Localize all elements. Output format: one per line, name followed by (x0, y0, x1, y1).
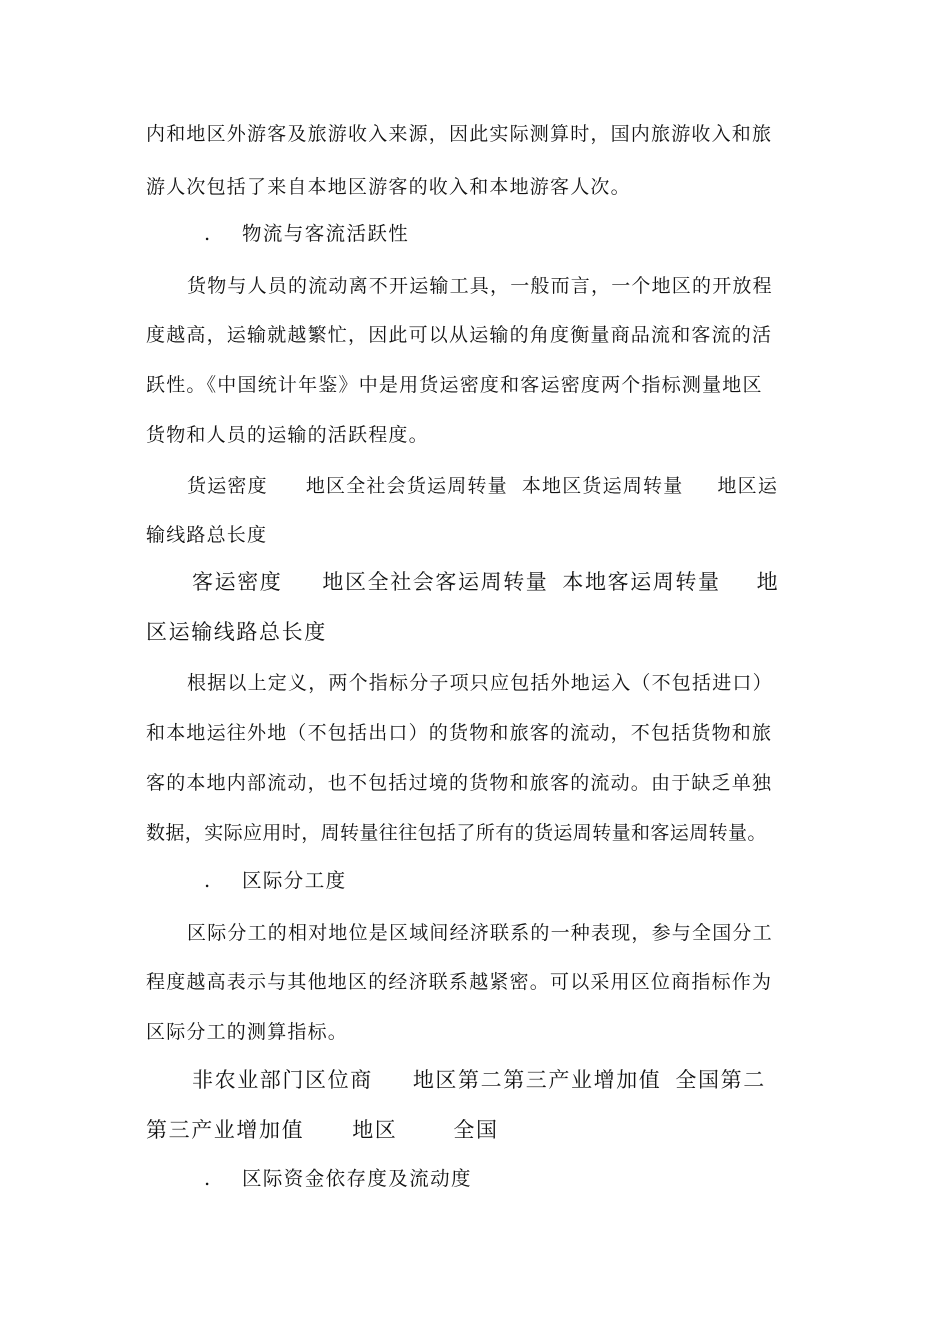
body-text-line: 货物与人员的流动离不开运输工具，一般而言，一个地区的开放程 (187, 275, 773, 297)
formula-term: 地区 (352, 1118, 398, 1142)
body-text-line: 客的本地内部流动，也不包括过境的货物和旅客的流动。由于缺乏单独 (146, 772, 773, 794)
heading-text: 物流与客流活跃性 (242, 222, 410, 245)
section-heading-division (204, 867, 347, 895)
formula-term: 地区运 (717, 475, 779, 497)
heading-text: 区际资金依存度及流动度 (242, 1167, 472, 1190)
body-text-line: 根据以上定义，两个指标分子项只应包括外地运入（不包括进口） (187, 672, 773, 694)
formula-freight-density (187, 472, 778, 500)
body-text-line: 货物和人员的运输的活跃程度。 (146, 424, 429, 446)
body-text-line: 和本地运往外地（不包括出口）的货物和旅客的流动，不包括货物和旅 (146, 722, 773, 744)
formula-continuation: 输线路总长度 (146, 524, 268, 546)
body-text-line: 程度越高表示与其他地区的经济联系越紧密。可以采用区位商指标作为 (146, 971, 773, 993)
body-text-line: 度越高，运输就越繁忙，因此可以从运输的角度衡量商品流和客流的活 (146, 324, 773, 346)
heading-marker: . (204, 1167, 212, 1190)
formula-term: 本地区货运周转量 (521, 475, 684, 497)
formula-term: 地区全社会货运周转量 (305, 475, 508, 497)
formula-term: 全国 (453, 1118, 499, 1142)
formula-passenger-density (192, 568, 779, 596)
formula-name: 货运密度 (187, 475, 268, 497)
formula-term: 地区全社会客运周转量 (322, 570, 549, 594)
section-heading-capital (204, 1165, 472, 1193)
heading-marker: . (204, 222, 212, 245)
body-text-line: 游人次包括了来自本地区游客的收入和本地游客人次。 (146, 176, 631, 198)
formula-term: 全国第二 (675, 1068, 766, 1092)
formula-continuation: 区运输线路总长度 (146, 620, 327, 644)
heading-text: 区际分工度 (242, 869, 347, 892)
body-text-line: 数据，实际应用时，周转量往往包括了所有的货运周转量和客运周转量。 (146, 822, 767, 844)
formula-name: 非农业部门区位商 (192, 1068, 373, 1092)
body-text-line: 区际分工的测算指标。 (146, 1021, 349, 1043)
formula-term: 地区第二第三产业增加值 (412, 1068, 662, 1092)
body-text-line: 内和地区外游客及旅游收入来源，因此实际测算时，国内旅游收入和旅 (146, 123, 773, 145)
heading-marker: . (204, 869, 212, 892)
section-heading-logistics (204, 220, 409, 248)
body-text-line: 跃性。《中国统计年鉴》中是用货运密度和客运密度两个指标测量地区 (146, 374, 763, 396)
formula-name: 客运密度 (192, 570, 283, 594)
body-text-line: 区际分工的相对地位是区域间经济联系的一种表现，参与全国分工 (187, 922, 773, 944)
formula-continuation (146, 1116, 499, 1144)
formula-term: 本地客运周转量 (562, 570, 721, 594)
formula-term: 第三产业增加值 (146, 1118, 305, 1142)
formula-location-quotient (192, 1066, 766, 1094)
formula-term: 地 (756, 570, 780, 594)
